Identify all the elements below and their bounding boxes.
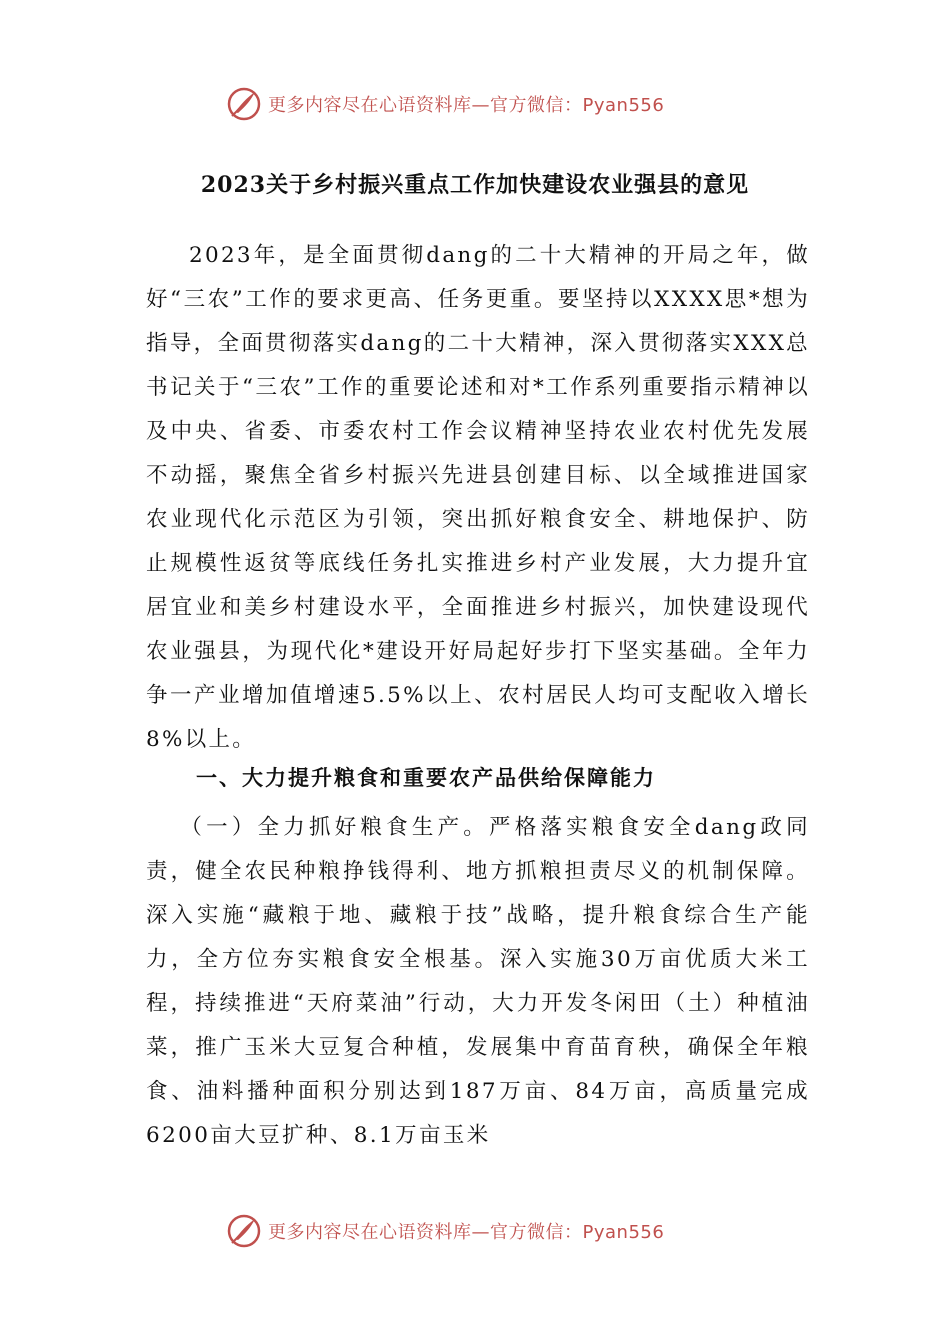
header-watermark-text: 更多内容尽在心语资料库—官方微信：Pyan556 — [268, 95, 665, 116]
feather-pen-logo-icon — [226, 86, 262, 122]
footer-watermark — [226, 1211, 746, 1251]
intro-paragraph: 2023年，是全面贯彻dang的二十大精神的开局之年，做好“三农”工作的要求更高、任务更重。要坚持以XXXX思*想为指导，全面贯彻落实dang的二十大精神，深入贯彻落实XXX总书记关于“三农”工作的重要论述和对*工作系列重要指示精神以及中央、省委、市委农村工作会议精神坚持农业农村优先发展不动摇，聚焦全省乡村振兴先进县创建目标、以全域推进国家农业现代化示范区为引领，突出抓好粮食安全、耕地保护、防止规模性返贫等底线任务扎实推进乡村产业发展，大力提升宜居宜业和美乡村建设水平，全面推进乡村振兴，加快建设现代农业强县，为现代化*建设开好局起好步打下坚实基础。全年力争一产业增加值增速5.5%以上、农村居民人均可支配收入增长8%以上。 — [146, 243, 810, 752]
footer-watermark-text: 更多内容尽在心语资料库—官方微信：Pyan556 — [268, 1222, 665, 1243]
section-paragraph: （一）全力抓好粮食生产。严格落实粮食安全dang政同责，健全农民种粮挣钱得利、地方抓粮担责尽义的机制保障。深入实施“藏粮于地、藏粮于技”战略，提升粮食综合生产能力，全方位夯实粮食安全根基。深入实施30万亩优质大米工程，持续推进“天府菜油”行动，大力开发冬闲田（土）种植油菜，推广玉米大豆复合种植，发展集中育苗育秧，确保全年粮食、油料播种面积分别达到187万亩、84万亩，高质量完成6200亩大豆扩种、8.1万亩玉米 — [146, 815, 810, 1148]
feather-pen-logo-icon — [226, 1213, 262, 1249]
header-watermark — [226, 84, 746, 124]
section-heading: 一、大力提升粮食和重要农产品供给保障能力 — [196, 766, 656, 790]
document-title: 2023关于乡村振兴重点工作加快建设农业强县的意见 — [200, 172, 750, 198]
